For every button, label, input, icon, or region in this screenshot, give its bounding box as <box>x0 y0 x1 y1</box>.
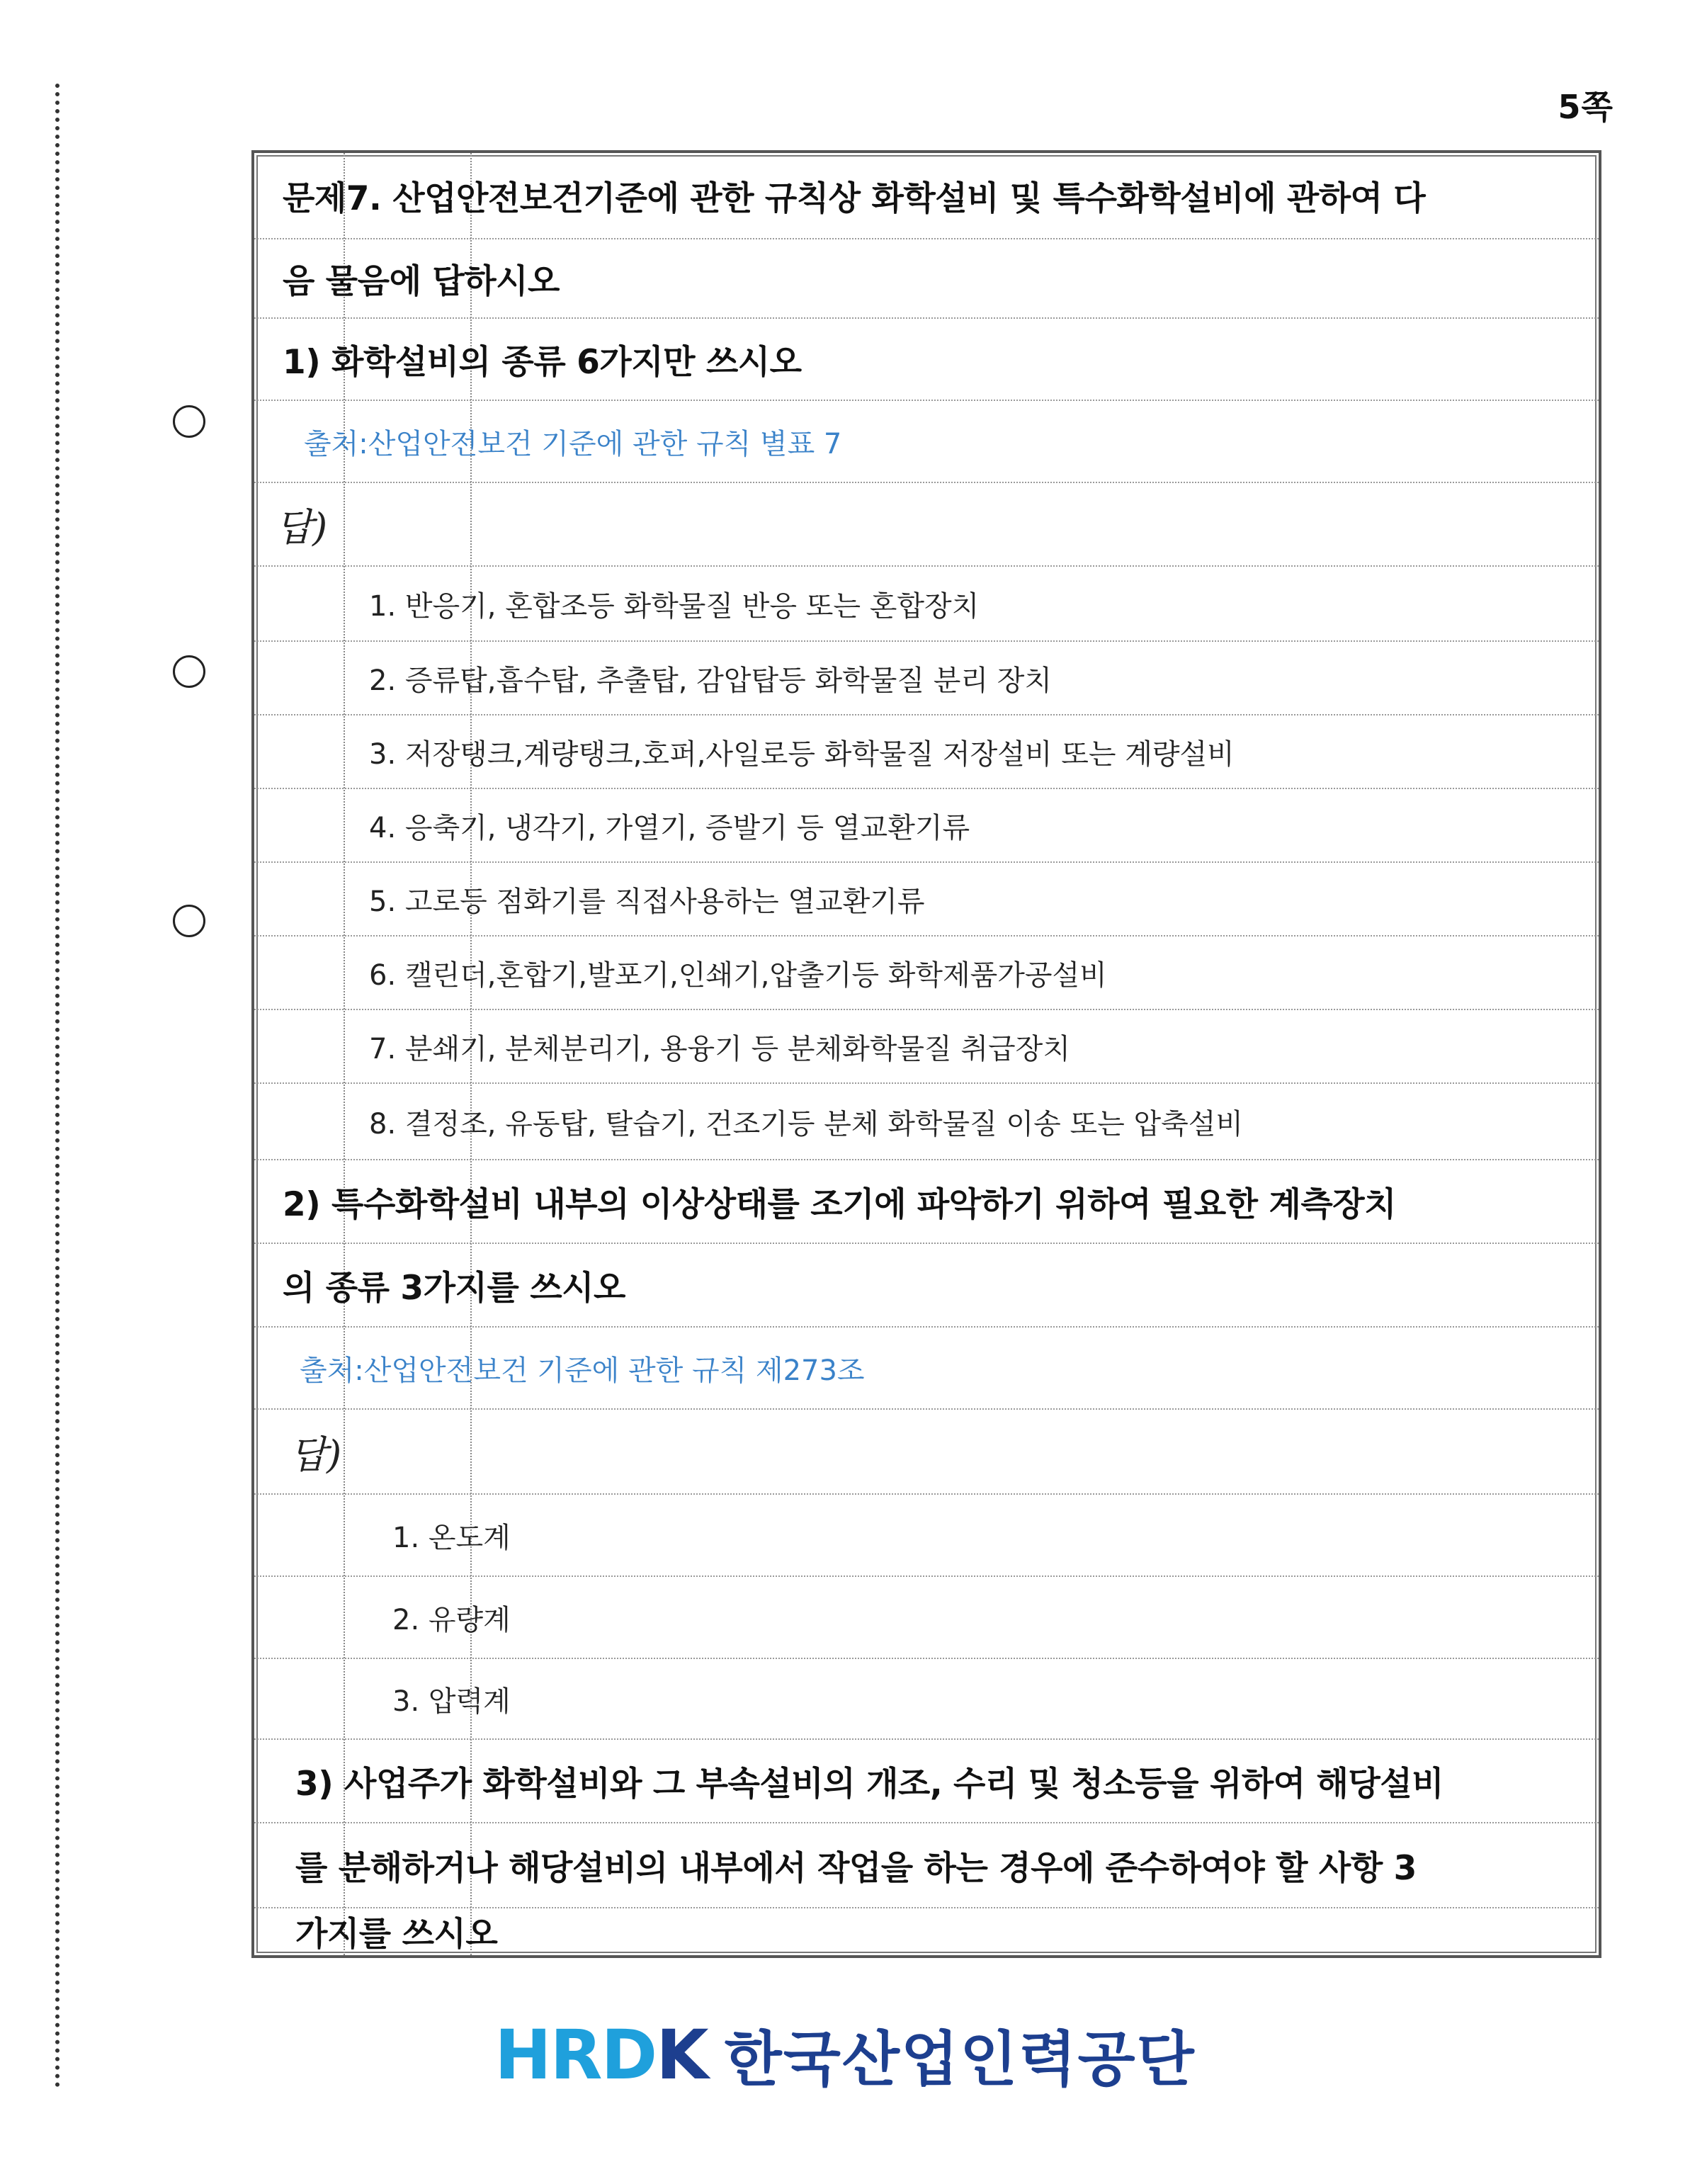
part2-answer-mark: 답) <box>290 1432 342 1477</box>
part3-heading-row-1 <box>254 1740 1599 1823</box>
answer-row <box>254 567 1599 642</box>
part1-answer-7: 7. 분쇄기, 분체분리기, 용융기 등 분체화학물질 취급장치 <box>369 1032 1070 1065</box>
part2-heading-line-1: 2) 특수화학설비 내부의 이상상태를 조기에 파악하기 위하여 필요한 계측장치 <box>283 1184 1397 1224</box>
part3-heading-line-3: 가지를 쓰시오 <box>295 1915 498 1954</box>
part1-source: 출처:산업안전보건 기준에 관한 규칙 별표 7 <box>304 427 842 460</box>
part1-answer-6: 6. 캘린더,혼합기,발포기,인쇄기,압출기등 화학제품가공설비 <box>369 958 1107 992</box>
part1-answer-2: 2. 증류탑,흡수탑, 추출탑, 감압탑등 화학물질 분리 장치 <box>369 664 1053 697</box>
part2-heading-row-2 <box>254 1244 1599 1328</box>
question-title-line-1: 문제7. 산업안전보건기준에 관한 규칙상 화학설비 및 특수화학설비에 관하여 다 <box>283 179 1426 218</box>
part2-answer-2: 2. 유량계 <box>392 1603 511 1636</box>
answer-row <box>254 1084 1599 1160</box>
binding-dotted-line <box>55 84 59 2088</box>
footer <box>0 2012 1690 2098</box>
part1-heading: 1) 화학설비의 종류 6가지만 쓰시오 <box>283 342 802 382</box>
answer-row <box>254 1659 1599 1740</box>
hrdk-logo <box>494 2015 708 2095</box>
part2-source: 출처:산업안전보건 기준에 관한 규칙 제273조 <box>300 1354 865 1387</box>
part3-heading-row-3 <box>254 1908 1599 1955</box>
part1-source-row <box>254 401 1599 483</box>
answer-row <box>254 1577 1599 1659</box>
question-title-line-2: 음 물음에 답하시오 <box>283 261 560 301</box>
part3-heading-line-1: 3) 사업주가 화학설비와 그 부속설비의 개조, 수리 및 청소등을 위하여 해당설비 <box>295 1764 1444 1804</box>
part1-answer-3: 3. 저장탱크,계량탱크,호퍼,사일로등 화학물질 저장설비 또는 계량설비 <box>369 737 1235 771</box>
organization-name: 한국산업인력공단 <box>724 2025 1196 2094</box>
hrdk-logo-k: K <box>656 2015 708 2095</box>
question-title-row-1 <box>254 153 1599 239</box>
hrdk-logo-hrd: HRD <box>494 2015 657 2095</box>
answer-row <box>254 789 1599 863</box>
part1-answer-5: 5. 고로등 점화기를 직접사용하는 열교환기류 <box>369 885 925 918</box>
part3-heading-row-2 <box>254 1823 1599 1908</box>
punch-hole-2 <box>173 655 205 688</box>
answer-row <box>254 863 1599 937</box>
part1-answer-1: 1. 반응기, 혼합조등 화학물질 반응 또는 혼합장치 <box>369 589 980 623</box>
part2-source-row <box>254 1328 1599 1410</box>
answer-row <box>254 1010 1599 1084</box>
question-title-row-2 <box>254 239 1599 319</box>
part2-heading-row-1 <box>254 1160 1599 1244</box>
part3-heading-line-2: 를 분해하거나 해당설비의 내부에서 작업을 하는 경우에 준수하여야 할 사항 3 <box>295 1848 1417 1888</box>
page-number: 5쪽 <box>1558 88 1614 126</box>
answer-row <box>254 715 1599 789</box>
part2-heading-line-2: 의 종류 3가지를 쓰시오 <box>283 1268 625 1308</box>
part2-answer-mark-row <box>254 1410 1599 1495</box>
part1-answer-8: 8. 결정조, 유동탑, 탈습기, 건조기등 분체 화학물질 이송 또는 압축설비 <box>369 1107 1244 1141</box>
answer-row <box>254 1495 1599 1577</box>
part1-answer-mark-row <box>254 483 1599 567</box>
part2-answer-1: 1. 온도계 <box>392 1521 511 1554</box>
part1-answer-mark: 답) <box>276 504 328 550</box>
answer-row <box>254 642 1599 715</box>
part1-heading-row <box>254 319 1599 401</box>
answer-sheet <box>251 150 1601 1958</box>
answer-row <box>254 937 1599 1010</box>
part2-answer-3: 3. 압력계 <box>392 1685 511 1718</box>
punch-hole-1 <box>173 405 205 438</box>
part1-answer-4: 4. 응축기, 냉각기, 가열기, 증발기 등 열교환기류 <box>369 811 970 844</box>
punch-hole-3 <box>173 905 205 937</box>
